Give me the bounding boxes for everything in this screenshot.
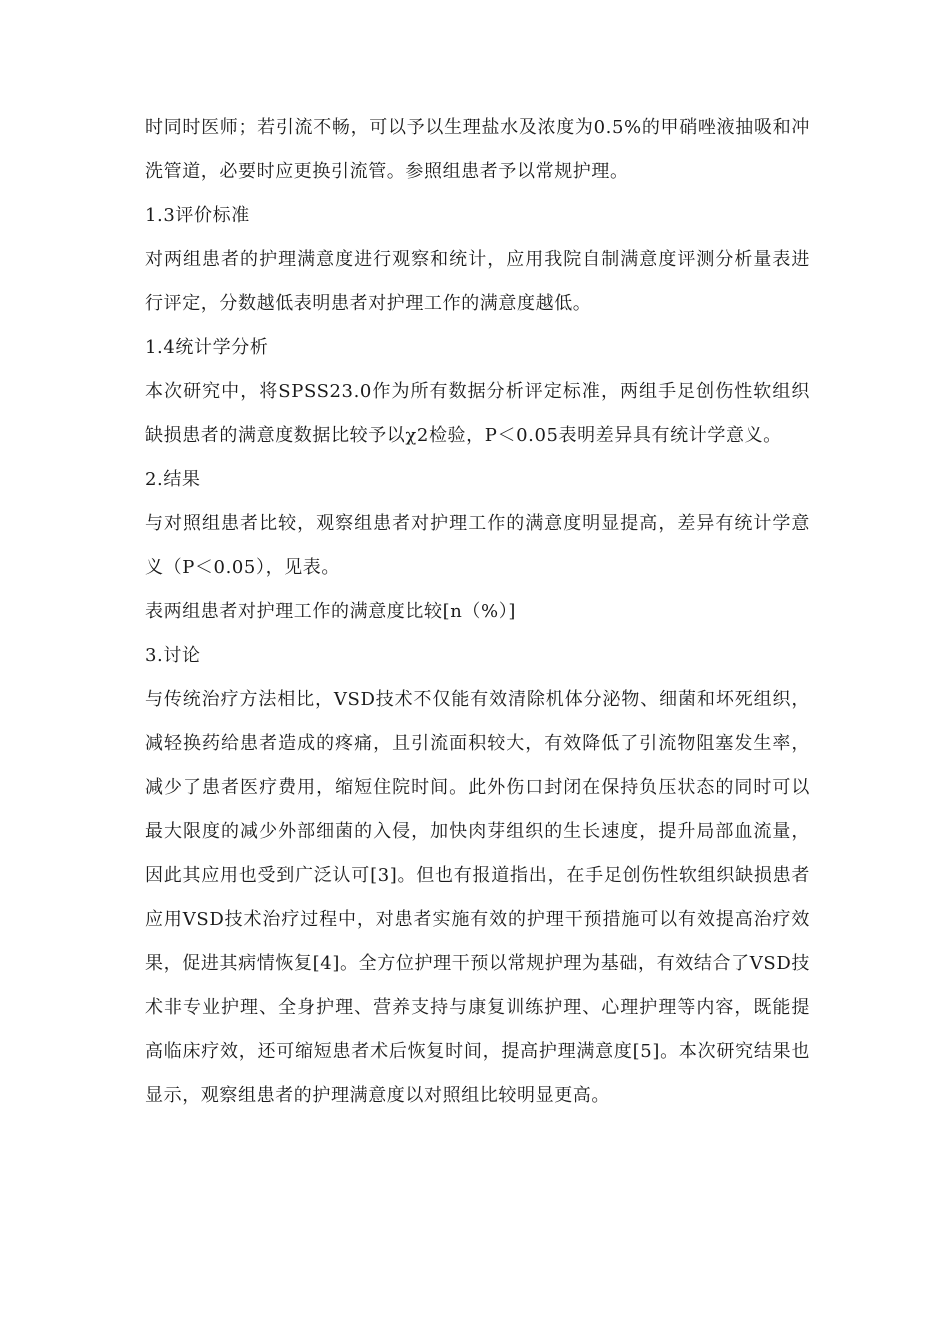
paragraph-results: 与对照组患者比较，观察组患者对护理工作的满意度明显提高，差异有统计学意义（P＜0.05），见表。 [145,513,810,578]
document-body [145,106,810,1118]
paragraph-evaluation-criteria: 对两组患者的护理满意度进行观察和统计，应用我院自制满意度评测分析量表进行评定，分数越低表明患者对护理工作的满意度越低。 [145,249,810,314]
table-caption: 表两组患者对护理工作的满意度比较[n（%）] [145,601,516,622]
section-heading-2: 2.结果 [145,469,201,490]
section-heading-1-4: 1.4统计学分析 [145,337,269,358]
paragraph-discussion: 与传统治疗方法相比，VSD技术不仅能有效清除机体分泌物、细菌和坏死组织，减轻换药给患者造成的疼痛，且引流面积较大，有效降低了引流物阻塞发生率，减少了患者医疗费用，缩短住院时间。此外伤口封闭在保持负压状态的同时可以最大限度的减少外部细菌的入侵，加快肉芽组织的生长速度，提升局部血流量，因此其应用也受到广泛认可[3]。但也有报道指出，在手足创伤性软组织缺损患者应用VSD技术治疗过程中，对患者实施有效的护理干预措施可以有效提高治疗效果，促进其病情恢复[4]。全方位护理干预以常规护理为基础，有效结合了VSD技术非专业护理、全身护理、营养支持与康复训练护理、心理护理等内容，既能提高临床疗效，还可缩短患者术后恢复时间，提高护理满意度[5]。本次研究结果也显示，观察组患者的护理满意度以对照组比较明显更高。 [145,689,810,1106]
paragraph-continuation: 时同时医师；若引流不畅，可以予以生理盐水及浓度为0.5%的甲硝唑液抽吸和冲洗管道，必要时应更换引流管。参照组患者予以常规护理。 [145,117,810,182]
section-heading-3: 3.讨论 [145,645,201,666]
paragraph-statistical-analysis: 本次研究中，将SPSS23.0作为所有数据分析评定标准，两组手足创伤性软组织缺损患者的满意度数据比较予以χ2检验，P＜0.05表明差异具有统计学意义。 [145,381,810,446]
section-heading-1-3: 1.3评价标准 [145,205,250,226]
